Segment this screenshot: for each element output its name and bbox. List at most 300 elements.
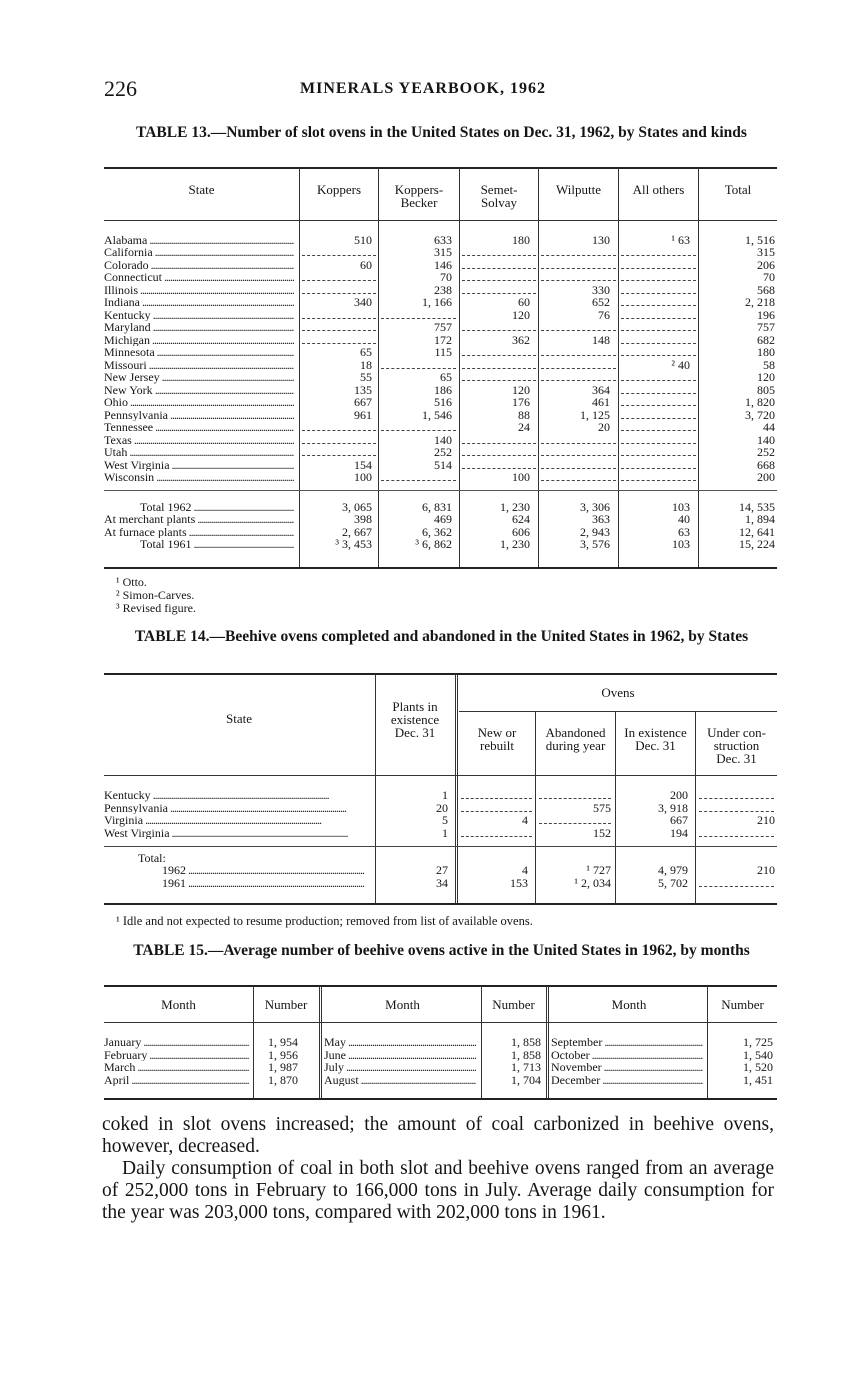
table14-header-construction: Under con- struction Dec. 31 [707,725,766,766]
table13-header-cell: All others [632,182,685,197]
page-number: 226 [104,76,137,101]
table-cell: 568 [757,282,775,297]
table-cell: 2, 667 [342,524,372,539]
row-label: Tennessee ..... [104,421,294,434]
row-label: Maryland ..... [104,321,294,334]
empty-cell-dash [302,255,376,256]
table-cell: 1, 704 [511,1072,541,1087]
table-cell: 186 [434,382,452,397]
table-cell: 172 [434,332,452,347]
table-cell: 315 [434,245,452,259]
table-cell: 1, 713 [511,1060,541,1074]
table-cell: 668 [757,457,775,472]
empty-cell-dash [541,443,616,444]
table-cell: 180 [757,345,775,359]
table-row [0,334,852,347]
table-cell: 60 [518,295,530,309]
total-label: 1961 ..... [162,877,372,890]
table-cell: 63 [678,524,690,539]
total-label: 1962 ..... [162,864,372,877]
table-cell: 40 [678,512,690,527]
empty-cell-dash [381,368,456,369]
table15-header-month: Month [611,997,647,1012]
empty-cell-dash [541,468,616,469]
empty-cell-dash [461,836,532,837]
table13-header-cell: Wilputte [556,182,601,197]
table-cell: 4 [522,863,528,877]
table14-header-new: New or rebuilt [477,725,517,753]
table-cell: 805 [757,382,775,397]
table-row [0,321,852,334]
empty-cell-dash [302,430,376,431]
table-row [0,421,852,434]
empty-cell-dash [621,268,696,269]
row-label: Indiana ..... [104,296,294,309]
table14-footnote: ¹ Idle and not expected to resume production; removed from list of available ovens. [116,914,533,928]
total-label: At furnace plants ..... [104,526,294,539]
empty-cell-dash [621,468,696,469]
table-cell: 1, 230 [500,536,530,551]
table-row [0,802,852,815]
table15-header-month: Month [385,997,420,1012]
empty-cell-dash [462,330,536,331]
table-cell: 682 [757,332,775,347]
table-cell: 1, 520 [743,1060,773,1074]
table15-header-number: Number [721,997,764,1012]
empty-cell-dash [462,268,536,269]
table-cell: 34 [436,875,448,890]
table-cell: 252 [434,445,452,459]
table-cell: 18 [360,357,372,372]
table-row [0,259,852,272]
table-row [0,789,852,802]
running-head: MINERALS YEARBOOK, 1962 [300,80,546,97]
table13-header-rule [104,220,777,221]
empty-cell-dash [302,343,376,344]
empty-cell-dash [621,418,696,419]
row-label: Alabama ..... [104,234,294,247]
row-label: Utah ..... [104,446,294,459]
table-row [0,409,852,422]
empty-cell-dash [621,280,696,281]
table-row [0,271,852,284]
row-label: Kentucky ..... [104,309,294,322]
table-row [0,827,852,840]
table-cell: 24 [518,420,530,434]
table-cell: 206 [757,257,775,272]
empty-cell-dash [302,455,376,456]
footnote: ³ Revised figure. [116,601,196,615]
table-cell: 194 [670,825,688,840]
table-cell: 330 [592,282,610,297]
table-cell: 1, 956 [268,1047,298,1062]
table-cell: 153 [510,875,528,890]
table-cell: 180 [512,232,530,247]
empty-cell-dash [621,355,696,356]
table14-header-existence: In existence Dec. 31 [624,725,687,753]
table-cell: 1 [442,788,448,802]
body-text [102,1114,774,1224]
empty-cell-dash [462,455,536,456]
empty-cell-dash [699,798,774,799]
empty-cell-dash [621,305,696,306]
row-label: Illinois ..... [104,284,294,297]
empty-cell-dash [621,480,696,481]
table-cell: 1, 546 [422,407,452,422]
table15-header-number: Number [492,997,535,1012]
table-cell: 65 [440,370,452,384]
table14-header-abandoned: Abandoned during year [545,725,606,753]
table-cell: 961 [354,407,372,422]
body-paragraph-2: Daily consumption of coal in both slot and beehive ovens ranged from an average of 252,000 tons in February to 166,000 tons in July. Average daily consumption for the year was 203,000 tons, compared with 202,000 tons in 1961. [102,1158,774,1223]
table14-bottom-rule [104,903,777,905]
table-cell: 2, 943 [580,524,610,539]
empty-cell-dash [462,293,536,294]
month-label: October ..... [551,1049,703,1062]
month-label: September ..... [551,1036,703,1049]
table-cell: ² 40 [671,357,690,372]
empty-cell-dash [621,430,696,431]
empty-cell-dash [621,330,696,331]
table-cell: 103 [672,536,690,551]
empty-cell-dash [541,480,616,481]
table-cell: 1, 820 [745,395,775,409]
table-cell: 1, 858 [511,1047,541,1062]
table14-header-state: State [226,711,252,726]
table-cell: 14, 535 [739,500,775,514]
row-label: Ohio ..... [104,396,294,409]
table-cell: ³ 6, 862 [415,536,452,551]
row-label: Connecticut ..... [104,271,294,284]
table-row [0,459,852,472]
empty-cell-dash [302,280,376,281]
table-cell: 1, 954 [268,1035,298,1049]
empty-cell-dash [539,823,611,824]
total-label: Total 1961 ..... [140,538,294,551]
table-row [0,1049,852,1062]
table-row [0,538,852,551]
empty-cell-dash [541,380,616,381]
table-row [0,877,852,890]
table-row [0,864,852,877]
table-cell: 667 [670,813,688,827]
table-cell: 3, 306 [580,500,610,514]
empty-cell-dash [699,836,774,837]
table-cell: 1, 451 [743,1072,773,1087]
table-cell: 154 [354,457,372,472]
table15-header-month: Month [161,997,196,1012]
table13-header-cell: Koppers- Becker [394,182,444,210]
table-cell: 340 [354,295,372,309]
table13-header-cell: Total [724,182,752,197]
empty-cell-dash [621,393,696,394]
empty-cell-dash [541,330,616,331]
table-cell: 1, 725 [743,1035,773,1049]
empty-cell-dash [621,255,696,256]
empty-cell-dash [621,455,696,456]
table-cell: 757 [434,320,452,334]
table15-header-number: Number [264,997,308,1012]
table13-header-cell: Semet- Solvay [480,182,518,210]
table-cell: ¹ 2, 034 [574,875,611,890]
table-cell: 140 [757,432,775,447]
empty-cell-dash [462,380,536,381]
empty-cell-dash [462,355,536,356]
empty-cell-dash [462,255,536,256]
empty-cell-dash [381,480,456,481]
table-cell: 70 [763,270,775,284]
table-cell: 152 [593,825,611,840]
table-cell: 1, 540 [743,1047,773,1062]
table-cell: 20 [436,800,448,815]
table13-header-cell: Koppers [316,182,362,197]
table-row [0,234,852,247]
empty-cell-dash [699,886,774,887]
empty-cell-dash [302,293,376,294]
table13-totals-rule [104,490,777,491]
table-cell: ¹ 727 [586,863,611,877]
table-cell: 461 [592,395,610,409]
table-cell: 120 [512,382,530,397]
table-cell: 364 [592,382,610,397]
table-cell: 514 [434,457,452,472]
empty-cell-dash [461,811,532,812]
table-row [0,384,852,397]
month-label: May ..... [324,1036,476,1049]
table-cell: 667 [354,395,372,409]
table13-header-cell: State [188,182,215,197]
table15-header-rule [104,1022,777,1023]
row-label: Missouri ..... [104,359,294,372]
empty-cell-dash [381,318,456,319]
row-label: West Virginia ..... [104,459,294,472]
table-row [0,396,852,409]
empty-cell-dash [621,405,696,406]
table-cell: 55 [360,370,372,384]
table-cell: 3, 576 [580,536,610,551]
table-cell: 27 [436,863,448,877]
table-cell: 5 [442,813,448,827]
month-label: December ..... [551,1074,703,1087]
empty-cell-dash [621,318,696,319]
month-label: November ..... [551,1061,703,1074]
table-row [0,1074,852,1087]
table-cell: 140 [434,432,452,447]
empty-cell-dash [541,268,616,269]
table-cell: 4 [522,813,528,827]
table-cell: 130 [592,232,610,247]
table-cell: 146 [434,257,452,272]
table-cell: 120 [757,370,775,384]
table-row [0,296,852,309]
month-label: July ..... [324,1061,476,1074]
table-cell: 1, 230 [500,500,530,514]
table-cell: 210 [757,813,775,827]
table-row [0,309,852,322]
empty-cell-dash [541,280,616,281]
empty-cell-dash [541,355,616,356]
empty-cell-dash [621,380,696,381]
table-row [0,501,852,514]
table-cell: 1 [442,825,448,840]
row-label: Colorado ..... [104,259,294,272]
table-cell: 398 [354,512,372,527]
table-row [0,814,852,827]
table15-bottom-rule [104,1098,777,1100]
table-cell: 12, 641 [739,524,775,539]
empty-cell-dash [699,811,774,812]
row-label: Minnesota ..... [104,346,294,359]
table-row [0,246,852,259]
table-cell: 516 [434,395,452,409]
table-cell: 60 [360,257,372,272]
table-cell: 135 [354,382,372,397]
row-label: Virginia ..... [104,814,372,827]
table-cell: 252 [757,445,775,459]
empty-cell-dash [462,368,536,369]
row-label: Pennsylvania ..... [104,802,372,815]
empty-cell-dash [302,330,376,331]
total-label: At merchant plants ..... [104,513,294,526]
table13-bottom-rule [104,567,777,569]
table14-header-ovens: Ovens [601,685,635,700]
table-cell: 44 [763,420,775,434]
table-cell: ³ 3, 453 [335,536,372,551]
month-label: April ..... [104,1074,249,1087]
table-cell: 469 [434,512,452,527]
empty-cell-dash [621,343,696,344]
body-paragraph-1: coked in slot ovens increased; the amount of coal carbonized in beehive ovens, however, decreased. [102,1114,774,1157]
table-row [0,359,852,372]
table15-title: TABLE 15.—Average number of beehive ovens active in the United States in 1962, by months [133,942,750,959]
table-cell: 200 [757,470,775,484]
empty-cell-dash [541,368,616,369]
table-cell: 4, 979 [658,863,688,877]
table-cell: 510 [354,232,372,247]
table-cell: 1, 125 [580,407,610,422]
table-row [0,434,852,447]
table-cell: 1, 894 [745,512,775,527]
row-label: New York ..... [104,384,294,397]
table-cell: ¹ 63 [671,232,690,247]
table14-header-plants: Plants in existence Dec. 31 [390,699,440,740]
table-cell: 148 [592,332,610,347]
table14-ovens-rule [459,711,777,712]
row-label: Texas ..... [104,434,294,447]
empty-cell-dash [302,318,376,319]
table-row [0,1036,852,1049]
table-cell: 362 [512,332,530,347]
table-cell: 363 [592,512,610,527]
empty-cell-dash [462,468,536,469]
table-row [0,371,852,384]
table-cell: 2, 218 [745,295,775,309]
table-cell: 5, 702 [658,875,688,890]
table-cell: 1, 870 [268,1072,298,1087]
footnote: ¹ Otto. [116,575,147,589]
table-cell: 1, 858 [511,1035,541,1049]
footnote: ² Simon-Carves. [116,588,195,602]
table-cell: 606 [512,524,530,539]
table-cell: 6, 362 [422,524,452,539]
table-cell: 3, 065 [342,500,372,514]
table-cell: 210 [757,863,775,877]
table-cell: 103 [672,500,690,514]
empty-cell-dash [621,293,696,294]
table-cell: 238 [434,282,452,297]
table14-totals-rule [104,846,777,847]
row-label: New Jersey ..... [104,371,294,384]
month-label: March ..... [104,1061,249,1074]
table-row [0,471,852,484]
table-cell: 100 [512,470,530,484]
table-row [0,446,852,459]
row-label: West Virginia ..... [104,827,372,840]
month-label: February ..... [104,1049,249,1062]
table-cell: 76 [598,307,610,322]
table-cell: 6, 831 [422,500,452,514]
row-label: Wisconsin ..... [104,471,294,484]
row-label: California ..... [104,246,294,259]
row-label: Kentucky ..... [104,789,372,802]
table15-top-rule [104,985,777,987]
table-cell: 757 [757,320,775,334]
table13-top-rule [104,167,777,169]
table13-title: TABLE 13.—Number of slot ovens in the United States on Dec. 31, 1962, by States and kinds [136,124,747,141]
table-row [0,513,852,526]
total-label: Total: [138,851,166,865]
table-cell: 70 [440,270,452,284]
table-cell: 315 [757,245,775,259]
month-label: January ..... [104,1036,249,1049]
table-cell: 115 [434,345,452,359]
table-row [0,346,852,359]
table-cell: 200 [670,788,688,802]
table-cell: 3, 918 [658,800,688,815]
table-cell: 633 [434,232,452,247]
table-cell: 1, 987 [268,1060,298,1074]
month-label: August ..... [324,1074,476,1087]
row-label: Pennsylvania ..... [104,409,294,422]
table14-title: TABLE 14.—Beehive ovens completed and abandoned in the United States in 1962, by States [134,628,749,645]
empty-cell-dash [541,455,616,456]
empty-cell-dash [539,798,611,799]
table-cell: 196 [757,307,775,322]
table-cell: 3, 720 [745,407,775,422]
table-cell: 1, 516 [745,232,775,247]
table-cell: 15, 224 [739,536,775,551]
table-cell: 176 [512,395,530,409]
empty-cell-dash [462,280,536,281]
table14-top-rule [104,673,777,675]
empty-cell-dash [461,798,532,799]
empty-cell-dash [462,443,536,444]
table-cell: 100 [354,470,372,484]
total-label: Total 1962 ..... [140,501,294,514]
table-cell: 65 [360,345,372,359]
table14-header-rule [104,775,777,776]
row-label: Michigan ..... [104,334,294,347]
table-row [0,1061,852,1074]
table-cell: 58 [763,357,775,372]
empty-cell-dash [302,443,376,444]
table-cell: 88 [518,407,530,422]
table-cell: 575 [593,800,611,815]
table-cell: 20 [598,420,610,434]
table-cell: 652 [592,295,610,309]
table-cell: 1, 166 [422,295,452,309]
month-label: June ..... [324,1049,476,1062]
